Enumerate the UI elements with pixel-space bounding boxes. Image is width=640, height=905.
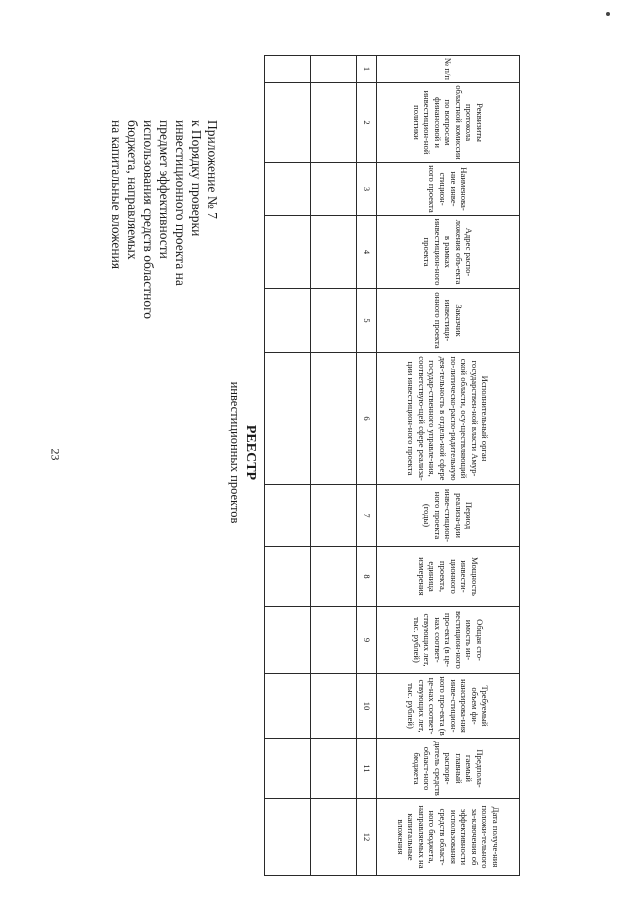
header-cell: Предпола-гаемый главный распоря-дитель средств област-ного бюджета: [377, 739, 520, 799]
table-cell: [265, 799, 311, 876]
page-number: 23: [48, 448, 63, 461]
header-cell: Наименова-ние инве-стицион-ного проекта: [377, 163, 520, 216]
document-title: РЕЕСТР: [243, 424, 258, 481]
table-cell: [265, 353, 311, 485]
header-cell: № п/п: [377, 56, 520, 83]
header-cell: Заказчик инвестици-онного проекта: [377, 289, 520, 353]
registry-table: [264, 55, 520, 876]
column-number: 7: [357, 485, 377, 547]
table-cell: [311, 485, 357, 547]
table-cell: [311, 607, 357, 674]
column-number: 9: [357, 607, 377, 674]
table-cell: [311, 739, 357, 799]
table-row: [311, 56, 357, 876]
column-number: 4: [357, 216, 377, 289]
table-cell: [311, 83, 357, 163]
table-row: [265, 56, 311, 876]
table-cell: [265, 739, 311, 799]
table-cell: [265, 607, 311, 674]
table-cell: [311, 799, 357, 876]
header-cell: Исполнительный орган государствен-ной власти Амур-ской области, осу-ществляющий по-литическо-распо-рядительную дея-тельность в отдель-ной сфере государ-ственного управле-ния, соответствую-щей сфере реализа-ции инвестицион-ного проекта: [377, 353, 520, 485]
table-cell: [265, 56, 311, 83]
table-cell: [265, 547, 311, 607]
table-cell: [265, 485, 311, 547]
column-number: 11: [357, 739, 377, 799]
header-cell: Мощность инвести-ционного проекта, единица измерения: [377, 547, 520, 607]
header-cell: Адрес распо-ложения объ-екта в рамках инвестицион-ного проекта: [377, 216, 520, 289]
header-cell: Период реализа-ции инве-стицион-ного проекта (годы): [377, 485, 520, 547]
column-number: 10: [357, 674, 377, 739]
column-number: 8: [357, 547, 377, 607]
appendix-line: инвестиционного проекта на: [173, 120, 188, 286]
table-number-row: [357, 56, 377, 876]
appendix-line: на капитальные вложения: [109, 120, 124, 270]
table-cell: [311, 216, 357, 289]
document-subtitle: инвестиционных проектов: [228, 381, 242, 524]
appendix-line: Приложение № 7: [205, 120, 220, 219]
table-cell: [311, 353, 357, 485]
appendix-line: бюджета, направляемых: [125, 120, 140, 260]
header-cell: Общая сто-имость ин-вестицион-ного про-екта (в це-нах соответ-ствующих лет, тыс. рублей): [377, 607, 520, 674]
header-cell: Реквизиты протокола областной комиссии по вопросам финансовой и инвестицион-ной политики: [377, 83, 520, 163]
table-cell: [311, 674, 357, 739]
column-number: 5: [357, 289, 377, 353]
appendix-line: предмет эффективности: [157, 120, 172, 259]
table-cell: [265, 674, 311, 739]
header-cell: Дата получе-ния положи-тельного за-ключения об эффективности использования средств област-ного бюджета, направляемых на капитальные вложения: [377, 799, 520, 876]
appendix-line: к Порядку проверки: [189, 120, 204, 237]
table-cell: [265, 83, 311, 163]
table-cell: [265, 289, 311, 353]
table-header-row: [377, 56, 520, 876]
table-cell: [311, 547, 357, 607]
column-number: 3: [357, 163, 377, 216]
column-number: 1: [357, 56, 377, 83]
appendix-block: [108, 120, 220, 319]
table-cell: [311, 56, 357, 83]
column-number: 2: [357, 83, 377, 163]
table-cell: [311, 163, 357, 216]
appendix-line: использования средств областного: [141, 120, 156, 320]
table-cell: [265, 216, 311, 289]
column-number: 6: [357, 353, 377, 485]
column-number: 12: [357, 799, 377, 876]
header-cell: Требуемый объем фи-нансирова-ния инве-стицион-ного про-екта (в це-нах соответ-ствующих лет, тыс. рублей): [377, 674, 520, 739]
table-cell: [265, 163, 311, 216]
table-cell: [311, 289, 357, 353]
